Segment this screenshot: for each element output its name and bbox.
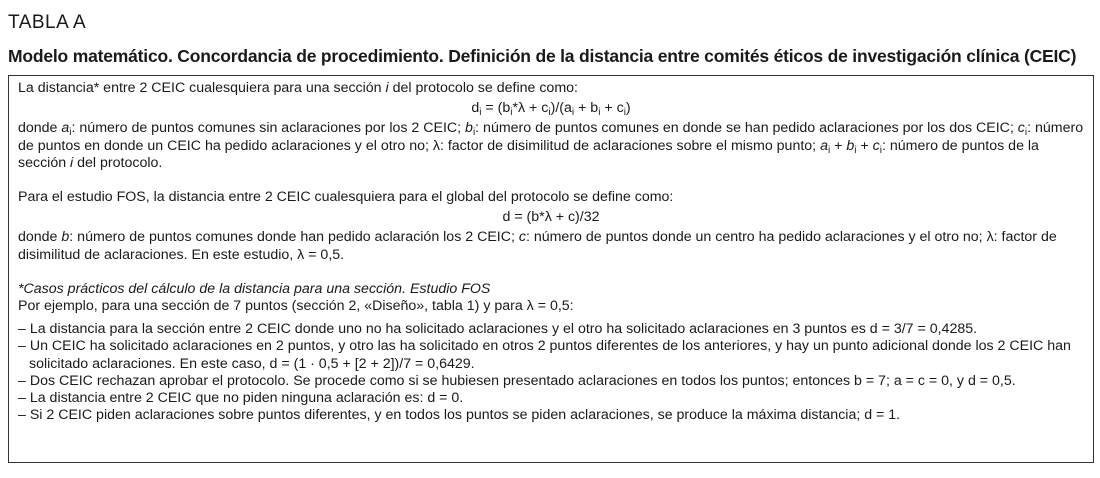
def-text: + [830,137,847,154]
def-var: a [61,120,70,137]
formula-part: )/(a [550,100,572,117]
formula-sub: i [571,107,575,119]
intro-text-end: del protocolo se define como: [388,80,578,96]
def-var: b [846,137,855,154]
formula-part: + b [574,100,599,117]
def-var: b [61,229,70,246]
def-var: b [465,120,473,137]
def-text: : número de puntos donde un centro ha pedido aclaraciones y el otro no; λ: factor de disimilitud de aclaraciones. En este estudio, λ = 0,5. [18,229,1057,263]
def-sub: i [69,127,72,139]
def-sub: i [1024,127,1028,139]
case-item: – Dos CEIC rechazan aprobar el protocolo. Se procede como si se hubiesen presentado aclaraciones en todos los puntos; entonces b = 7; a = c = 0, y d = 0,5. [18,372,1016,389]
distance-intro [18,80,1084,97]
formula-part: *λ + c [512,100,549,117]
formula-part: d [471,100,480,117]
formula-part: + c [600,100,624,117]
intro-text: La distancia* entre 2 CEIC cualesquiera para una sección [18,80,386,96]
formula-sub: i [548,107,551,119]
def-sub: i [854,144,857,156]
def-text: : número de puntos en donde un CEIC ha pedido aclaraciones y el otro no; λ: factor de disimilitud de aclaraciones sobre el mismo punto; [18,120,1084,154]
def-sub: i [879,144,882,156]
def-var: c [1017,120,1025,137]
case-item: – La distancia entre 2 CEIC que no piden ninguna aclaración es: d = 0. [18,390,464,407]
def-var: a [820,137,828,154]
cases-heading-text: *Casos prácticos del cálculo de la distancia para una sección. Estudio FOS [18,280,491,297]
def-text: donde [18,120,62,137]
def-text: : número de puntos comunes en donde se han pedido aclaraciones por los dos CEIC; [475,120,1018,137]
formula-part: = (b [481,100,511,117]
global-definitions [18,229,1084,263]
intro-var-i: i [385,80,389,96]
case-item: – La distancia para la sección entre 2 CEIC donde uno no ha solicitado aclaraciones y el otro ha solicitado aclaraciones en 3 puntos es d = 3/7 = 0,4285. [18,321,978,338]
table-label: TABLA A [8,12,87,33]
section-definitions [18,120,1084,172]
cases-heading [18,281,1084,298]
global-distance-intro: Para el estudio FOS, la distancia entre 2 CEIC cualesquiera para el global del protocolo se define como: [18,189,674,206]
def-text: : número de puntos de la sección [18,137,1039,171]
def-var: i [70,154,74,171]
def-text: + [856,137,873,154]
def-sub: i [827,144,831,156]
formula-sub: i [479,107,482,119]
example-intro: Por ejemplo, para una sección de 7 puntos (sección 2, «Diseño», tabla 1) y para λ = 0,5: [18,298,574,315]
def-var: c [872,137,880,154]
def-sub: i [472,127,476,139]
def-text: : número de puntos comunes sin aclaraciones por los 2 CEIC; [71,120,466,137]
formula-sub: i [623,107,626,119]
def-text: : número de puntos comunes donde han pedido aclaración los 2 CEIC; [69,229,519,246]
formula-part: ) [625,100,631,117]
formula-sub: i [510,107,513,119]
case-item: – Si 2 CEIC piden aclaraciones sobre puntos diferentes, y en todos los puntos se piden aclaraciones, se produce la máxima distancia; d = 1. [18,407,901,424]
global-distance-formula: d = (b*λ + c)/32 [502,209,600,226]
def-text: del protocolo. [73,154,163,171]
content-box [8,75,1094,463]
def-var: c [518,229,526,246]
def-text: donde [18,229,62,246]
table-title: Modelo matemático. Concordancia de procedimiento. Definición de la distancia entre comités éticos de investigación clínica (CEIC) [8,46,1077,66]
formula-sub: i [598,107,601,119]
section-distance-formula [18,100,1084,117]
case-item: – Un CEIC ha solicitado aclaraciones en 2 puntos, y otro las ha solicitado en otros 2 puntos diferentes de los anteriores, y hay un punto adicional donde los 2 CEIC han solicitado aclaraciones. En este caso, d = (1 · 0,5 + [2 + 2])/7 = 0,6429. [18,338,1071,372]
